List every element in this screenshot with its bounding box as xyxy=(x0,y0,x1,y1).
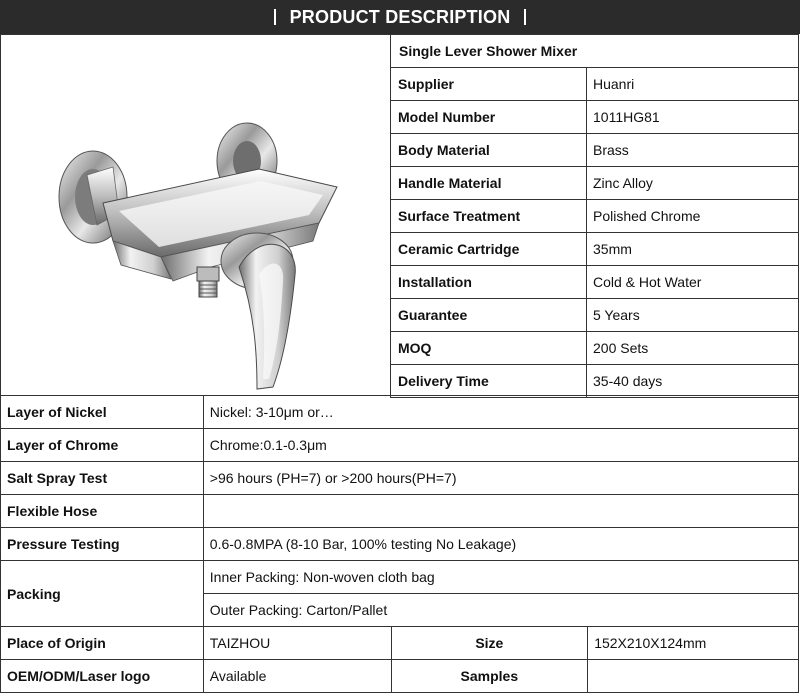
spec-label: Handle Material xyxy=(391,167,587,200)
spec-value: Zinc Alloy xyxy=(587,167,799,200)
detail-row-origin xyxy=(1,627,799,660)
spec-label: MOQ xyxy=(391,332,587,365)
detail-row-oem xyxy=(1,660,799,693)
detail-value: Nickel: 3-10μm or… xyxy=(203,396,798,429)
detail-label: Samples xyxy=(391,660,588,693)
spec-title-row xyxy=(391,35,799,68)
spec-label: Installation xyxy=(391,266,587,299)
detail-row-packing xyxy=(1,561,799,594)
detail-value: Chrome:0.1-0.3μm xyxy=(203,429,798,462)
spec-label: Body Material xyxy=(391,134,587,167)
spec-row xyxy=(391,233,799,266)
spec-value: 1011HG81 xyxy=(587,101,799,134)
detail-value-inner: Inner Packing: Non-woven cloth bag xyxy=(203,561,798,594)
spec-value: Huanri xyxy=(587,68,799,101)
product-image xyxy=(1,35,390,395)
detail-value xyxy=(203,495,798,528)
detail-value: 0.6-0.8MPA (8-10 Bar, 100% testing No Leakage) xyxy=(203,528,798,561)
spec-title: Single Lever Shower Mixer xyxy=(391,35,799,68)
detail-label: OEM/ODM/Laser logo xyxy=(1,660,204,693)
detail-row-hose xyxy=(1,495,799,528)
detail-value: 152X210X124mm xyxy=(588,627,799,660)
detail-row-nickel xyxy=(1,396,799,429)
detail-label: Salt Spray Test xyxy=(1,462,204,495)
detail-row-pressure xyxy=(1,528,799,561)
detail-table xyxy=(0,395,799,693)
spec-row xyxy=(391,200,799,233)
spec-row xyxy=(391,266,799,299)
detail-value: >96 hours (PH=7) or >200 hours(PH=7) xyxy=(203,462,798,495)
section-header xyxy=(0,0,800,34)
detail-label: Place of Origin xyxy=(1,627,204,660)
detail-value xyxy=(588,660,799,693)
spec-row xyxy=(391,134,799,167)
header-title: PRODUCT DESCRIPTION xyxy=(289,6,511,27)
spec-label: Surface Treatment xyxy=(391,200,587,233)
header-bar-left xyxy=(274,9,276,25)
spec-value: 35-40 days xyxy=(587,365,799,398)
detail-label: Layer of Nickel xyxy=(1,396,204,429)
spec-value: Brass xyxy=(587,134,799,167)
spec-label: Delivery Time xyxy=(391,365,587,398)
detail-label: Size xyxy=(391,627,588,660)
detail-value: Available xyxy=(203,660,391,693)
detail-label: Flexible Hose xyxy=(1,495,204,528)
spec-label: Model Number xyxy=(391,101,587,134)
spec-table xyxy=(390,34,799,398)
detail-row-salt-spray xyxy=(1,462,799,495)
spec-row xyxy=(391,101,799,134)
detail-label: Packing xyxy=(1,561,204,627)
spec-label: Guarantee xyxy=(391,299,587,332)
detail-value: TAIZHOU xyxy=(203,627,391,660)
detail-row-chrome xyxy=(1,429,799,462)
spec-row xyxy=(391,167,799,200)
spec-value: 5 Years xyxy=(587,299,799,332)
spec-value: Cold & Hot Water xyxy=(587,266,799,299)
spec-value: 200 Sets xyxy=(587,332,799,365)
spec-value: Polished Chrome xyxy=(587,200,799,233)
detail-label: Layer of Chrome xyxy=(1,429,204,462)
spec-row xyxy=(391,365,799,398)
spec-label: Supplier xyxy=(391,68,587,101)
spec-row xyxy=(391,332,799,365)
detail-label: Pressure Testing xyxy=(1,528,204,561)
detail-value-outer: Outer Packing: Carton/Pallet xyxy=(203,594,798,627)
spec-value: 35mm xyxy=(587,233,799,266)
spec-label: Ceramic Cartridge xyxy=(391,233,587,266)
product-image-cell xyxy=(0,34,391,396)
header-bar-right xyxy=(524,9,526,25)
spec-row xyxy=(391,299,799,332)
spec-row xyxy=(391,68,799,101)
